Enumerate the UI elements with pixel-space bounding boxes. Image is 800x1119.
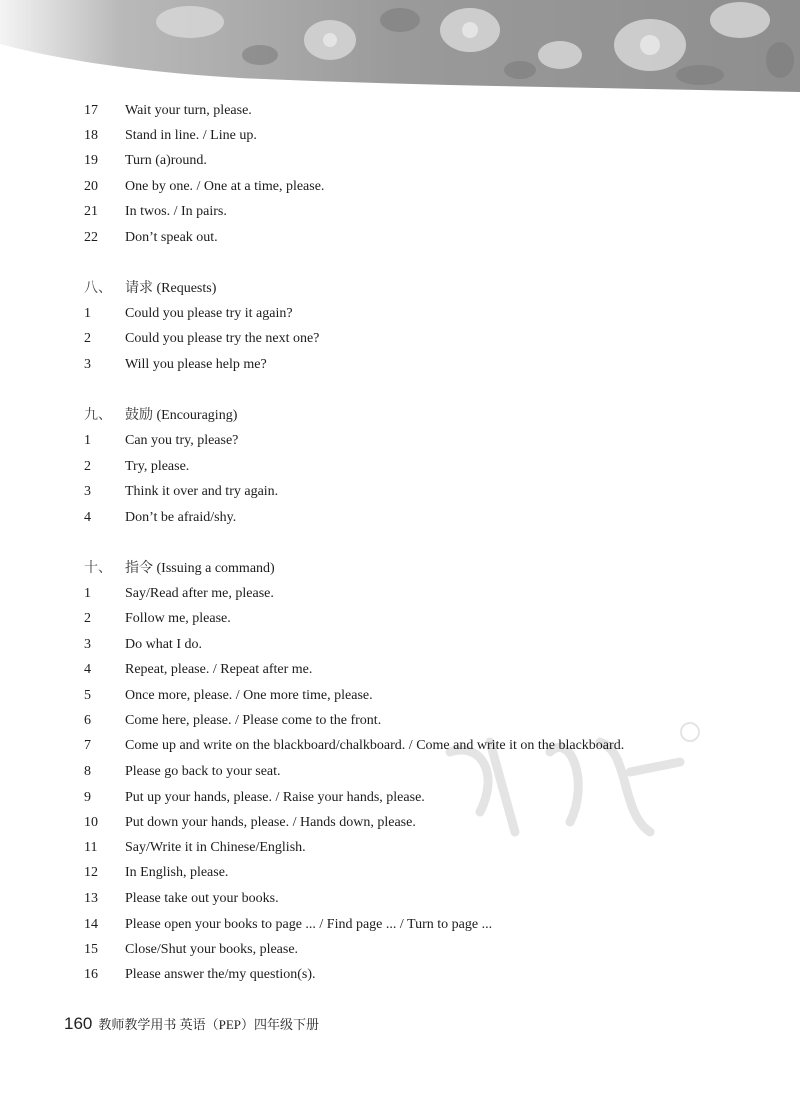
item-text: Once more, please. / One more time, please. xyxy=(125,688,373,703)
item-text: Put up your hands, please. / Raise your hands, please. xyxy=(125,790,425,805)
list-item xyxy=(84,125,257,147)
book-title: 教师教学用书 英语（PEP）四年级下册 xyxy=(98,1017,320,1032)
list-item xyxy=(84,735,624,757)
item-number: 18 xyxy=(84,128,98,143)
item-text: Say/Read after me, please. xyxy=(125,586,274,601)
page-footer xyxy=(64,1012,319,1036)
list-item xyxy=(84,354,267,376)
list-item xyxy=(84,837,306,859)
section-number: 九、 xyxy=(84,408,112,423)
section-heading-issuing-a-command xyxy=(84,558,275,580)
item-text: In twos. / In pairs. xyxy=(125,204,227,219)
item-number: 12 xyxy=(84,865,98,880)
list-item xyxy=(84,812,416,834)
list-item xyxy=(84,583,274,605)
item-number: 8 xyxy=(84,764,91,779)
section-number: 十、 xyxy=(84,561,112,576)
item-number: 10 xyxy=(84,815,98,830)
list-item xyxy=(84,787,425,809)
item-number: 13 xyxy=(84,891,98,906)
item-text: Come here, please. / Please come to the front. xyxy=(125,713,382,728)
list-item xyxy=(84,608,231,630)
list-item xyxy=(84,914,492,936)
item-number: 19 xyxy=(84,153,98,168)
item-text: Can you try, please? xyxy=(125,433,239,448)
item-text: Put down your hands, please. / Hands down, please. xyxy=(125,815,416,830)
decorative-floral-banner xyxy=(0,0,800,100)
item-text: Could you please try it again? xyxy=(125,306,293,321)
item-number: 1 xyxy=(84,433,91,448)
list-item xyxy=(84,964,316,986)
item-number: 1 xyxy=(84,586,91,601)
item-number: 3 xyxy=(84,637,91,652)
list-item xyxy=(84,227,218,249)
section-number: 八、 xyxy=(84,281,112,296)
section-title-en: (Encouraging) xyxy=(156,408,238,423)
item-number: 5 xyxy=(84,688,91,703)
item-number: 20 xyxy=(84,179,98,194)
list-item xyxy=(84,685,373,707)
item-text: Please open your books to page ... / Find page ... / Turn to page ... xyxy=(125,917,493,932)
item-text: Turn (a)round. xyxy=(125,153,207,168)
item-text: Wait your turn, please. xyxy=(125,103,252,118)
item-text: Come up and write on the blackboard/chalkboard. / Come and write it on the blackboard. xyxy=(125,738,625,753)
page-number: 160 xyxy=(64,1014,93,1033)
item-number: 15 xyxy=(84,942,98,957)
item-text: Repeat, please. / Repeat after me. xyxy=(125,662,313,677)
section-title-cn: 请求 xyxy=(125,281,153,296)
item-number: 2 xyxy=(84,611,91,626)
item-text: Do what I do. xyxy=(125,637,202,652)
item-text: Say/Write it in Chinese/English. xyxy=(125,840,306,855)
item-number: 7 xyxy=(84,738,91,753)
item-text: Think it over and try again. xyxy=(125,484,279,499)
list-item xyxy=(84,176,324,198)
item-text: Follow me, please. xyxy=(125,611,231,626)
item-number: 1 xyxy=(84,306,91,321)
item-text: Could you please try the next one? xyxy=(125,331,320,346)
item-text: Will you please help me? xyxy=(125,357,267,372)
list-item xyxy=(84,659,312,681)
item-number: 9 xyxy=(84,790,91,805)
section-heading-encouraging xyxy=(84,405,237,427)
item-text: In English, please. xyxy=(125,865,229,880)
item-number: 2 xyxy=(84,459,91,474)
item-number: 3 xyxy=(84,484,91,499)
section-title-en: (Issuing a command) xyxy=(156,561,275,576)
item-text: Try, please. xyxy=(125,459,190,474)
list-item xyxy=(84,507,236,529)
item-number: 22 xyxy=(84,230,98,245)
list-item xyxy=(84,481,278,503)
section-title-en: (Requests) xyxy=(156,281,217,296)
section-title-cn: 鼓励 xyxy=(125,408,153,423)
item-number: 21 xyxy=(84,204,98,219)
item-number: 4 xyxy=(84,662,91,677)
item-text: Please take out your books. xyxy=(125,891,279,906)
list-item xyxy=(84,710,381,732)
list-item xyxy=(84,634,202,656)
list-item xyxy=(84,328,319,350)
list-item xyxy=(84,303,293,325)
item-text: Please go back to your seat. xyxy=(125,764,281,779)
list-item xyxy=(84,761,281,783)
list-item xyxy=(84,888,279,910)
item-text: Don’t be afraid/shy. xyxy=(125,510,237,525)
list-item xyxy=(84,430,238,452)
section-heading-requests xyxy=(84,278,216,300)
list-item xyxy=(84,201,227,223)
item-number: 17 xyxy=(84,103,98,118)
item-number: 2 xyxy=(84,331,91,346)
item-text: Close/Shut your books, please. xyxy=(125,942,299,957)
item-number: 11 xyxy=(84,840,98,855)
section-title-cn: 指令 xyxy=(125,561,153,576)
list-item xyxy=(84,862,228,884)
item-text: Stand in line. / Line up. xyxy=(125,128,257,143)
item-text: Don’t speak out. xyxy=(125,230,218,245)
item-text: Please answer the/my question(s). xyxy=(125,967,316,982)
item-number: 3 xyxy=(84,357,91,372)
list-item xyxy=(84,456,189,478)
item-number: 16 xyxy=(84,967,98,982)
item-text: One by one. / One at a time, please. xyxy=(125,179,325,194)
list-item xyxy=(84,939,298,961)
item-number: 14 xyxy=(84,917,98,932)
list-item xyxy=(84,100,252,122)
list-item xyxy=(84,150,207,172)
item-number: 6 xyxy=(84,713,91,728)
item-number: 4 xyxy=(84,510,91,525)
